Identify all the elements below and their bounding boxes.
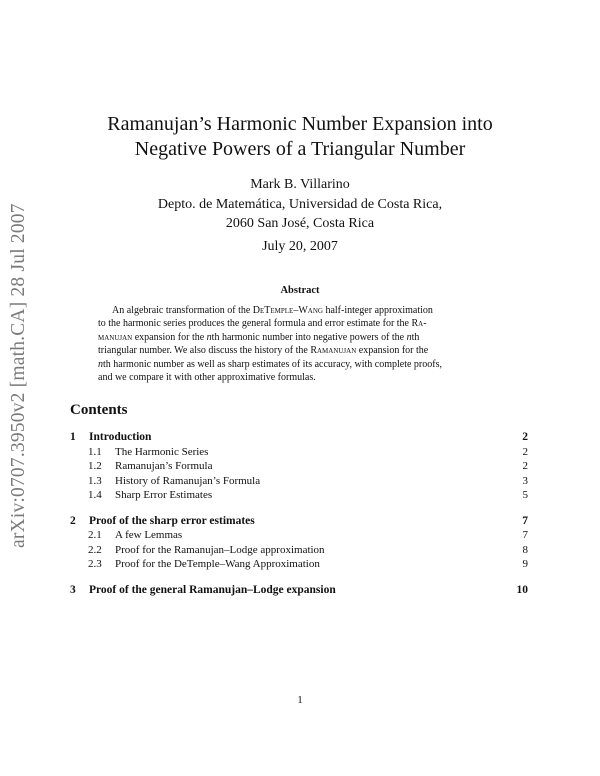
toc-subsection[interactable] bbox=[70, 488, 528, 503]
abstract-line-2 bbox=[98, 317, 502, 330]
abstract-text: th bbox=[411, 331, 420, 343]
toc-section-title: Introduction bbox=[89, 431, 152, 443]
abstract-text: triangular number. We also discuss the history of the bbox=[98, 345, 311, 357]
abstract-text: to the harmonic series produces the general formula and error estimate for the bbox=[98, 318, 412, 330]
abstract-line-5 bbox=[98, 358, 502, 371]
toc-subsection[interactable] bbox=[70, 459, 528, 474]
abstract-line-4 bbox=[98, 344, 502, 357]
abstract-text: th harmonic number as well as sharp estimates of its accuracy, with complete proofs, bbox=[103, 358, 442, 370]
toc-page-number: 10 bbox=[516, 583, 528, 596]
toc-section-number: 2 bbox=[70, 514, 76, 527]
title-line-2: Negative Powers of a Triangular Number bbox=[134, 138, 466, 160]
toc-page-number: 2 bbox=[522, 431, 528, 443]
toc-section[interactable] bbox=[70, 583, 528, 598]
toc-page-number: 5 bbox=[522, 489, 528, 501]
arxiv-identifier: arXiv:0707.3950v2 [math.CA] 28 Jul 2007 bbox=[8, 203, 29, 548]
toc-subsection-title: Sharp Error Estimates bbox=[115, 489, 213, 501]
toc-section-number: 3 bbox=[70, 583, 76, 596]
toc-subsection[interactable] bbox=[70, 557, 528, 572]
author-name: Mark B. Villarino bbox=[250, 177, 350, 192]
toc-subsection-number: 2.2 bbox=[88, 543, 102, 556]
toc-page-number: 2 bbox=[522, 460, 528, 472]
toc-spacer bbox=[70, 572, 528, 583]
affiliation-line-2: 2060 San José, Costa Rica bbox=[225, 216, 375, 231]
author-block bbox=[100, 175, 500, 234]
toc-subsection[interactable] bbox=[70, 528, 528, 543]
toc-section-title: Proof of the general Ramanujan–Lodge expansion bbox=[89, 583, 336, 596]
toc-page-number: 8 bbox=[522, 543, 528, 556]
abstract-name-ramanujan: Ramanujan bbox=[310, 345, 357, 357]
toc-subsection-number: 1.3 bbox=[88, 474, 102, 487]
toc-subsection[interactable] bbox=[70, 474, 528, 489]
affiliation-line-1: Depto. de Matemática, Universidad de Costa Rica, bbox=[157, 196, 443, 212]
math-n: n bbox=[206, 331, 212, 343]
toc-subsection-title: Proof for the Ramanujan–Lodge approximation bbox=[115, 543, 325, 556]
abstract-text: expansion for the bbox=[356, 345, 429, 357]
contents-heading: Contents bbox=[70, 402, 128, 418]
toc-subsection[interactable] bbox=[70, 445, 528, 460]
abstract-body bbox=[98, 304, 502, 384]
paper-date: July 20, 2007 bbox=[262, 239, 338, 254]
toc-page-number: 2 bbox=[522, 445, 528, 458]
abstract-name-ramanujan: manujan bbox=[98, 331, 133, 343]
toc-subsection-number: 2.1 bbox=[88, 529, 102, 541]
abstract-text: expansion for the bbox=[132, 331, 207, 343]
title-line-1: Ramanujan’s Harmonic Number Expansion into bbox=[107, 113, 493, 135]
abstract-line-6: and we compare it with other approximative formulas. bbox=[98, 372, 316, 384]
toc-subsection-number: 1.2 bbox=[88, 460, 102, 472]
toc-page-number: 9 bbox=[522, 558, 528, 570]
toc-section[interactable] bbox=[70, 514, 528, 529]
toc-subsection-title: Proof for the DeTemple–Wang Approximation bbox=[115, 558, 320, 570]
toc-subsection-number: 1.4 bbox=[88, 489, 102, 501]
abstract-name-detemple-wang: DeTemple–Wang bbox=[252, 305, 323, 316]
math-n: n bbox=[98, 358, 103, 370]
abstract-line-3 bbox=[98, 331, 502, 344]
toc-subsection-title: The Harmonic Series bbox=[115, 445, 209, 458]
abstract-text: th harmonic number into negative powers of the bbox=[211, 331, 407, 343]
table-of-contents bbox=[70, 430, 528, 597]
toc-page-number: 7 bbox=[522, 529, 528, 541]
math-n: n bbox=[406, 331, 412, 343]
toc-subsection-number: 2.3 bbox=[88, 558, 102, 570]
toc-section[interactable] bbox=[70, 430, 528, 445]
toc-subsection-title: History of Ramanujan’s Formula bbox=[115, 474, 261, 487]
abstract-heading: Abstract bbox=[280, 285, 320, 296]
toc-page-number: 7 bbox=[522, 514, 528, 527]
toc-section-number: 1 bbox=[70, 431, 76, 443]
toc-page-number: 3 bbox=[522, 474, 528, 487]
toc-subsection-title: A few Lemmas bbox=[115, 529, 183, 541]
toc-subsection[interactable] bbox=[70, 543, 528, 558]
abstract-line-1 bbox=[98, 304, 502, 317]
page-number: 1 bbox=[297, 694, 303, 706]
toc-section-title: Proof of the sharp error estimates bbox=[89, 514, 255, 527]
abstract-text: half-integer approximation bbox=[322, 305, 433, 316]
toc-subsection-number: 1.1 bbox=[88, 445, 102, 458]
abstract-name-ramanujan: Ra- bbox=[411, 318, 427, 330]
abstract-text: An algebraic transformation of the bbox=[112, 305, 253, 316]
toc-spacer bbox=[70, 503, 528, 514]
toc-subsection-title: Ramanujan’s Formula bbox=[115, 460, 213, 472]
paper-title bbox=[60, 112, 540, 162]
